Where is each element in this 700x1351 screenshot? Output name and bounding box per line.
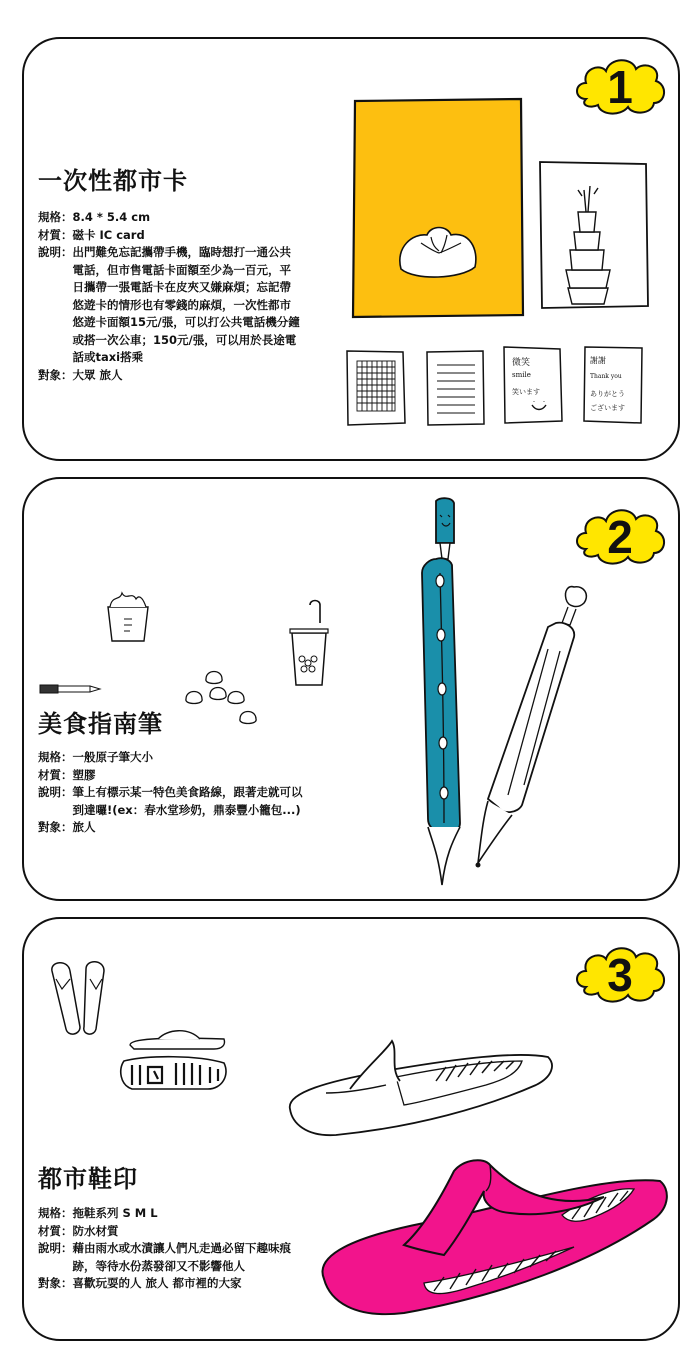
spec-row-size [38,209,300,227]
thank-you-card-illustration [582,345,644,425]
spec-row-material [38,767,308,785]
product-title: 美食指南筆 [38,710,163,738]
spec-label: 對象： [38,1276,73,1290]
card-word-2: smile [512,371,531,379]
product-card-city-card [22,37,680,461]
spec-row-material [38,1223,308,1241]
spec-value: 拖鞋系列 S M L [72,1206,158,1220]
flip-flop-side-icon [128,1025,228,1051]
badge-number: 2 [607,511,633,563]
spec-row-description [38,244,300,367]
spec-row-size [38,749,308,767]
spec-list [38,209,300,384]
spec-label: 說明： [38,1241,73,1255]
thanks-line-1: 謝謝 [590,356,606,365]
spec-value: 防水材質 [72,1223,119,1238]
spec-row-audience [38,367,300,385]
small-flip-flops-icon [46,959,118,1037]
spec-row-description [38,784,308,819]
spec-label: 規格： [38,750,73,764]
spec-value: 磁卡 IC card [72,227,145,242]
spec-label: 材質： [38,227,73,242]
spec-label: 說明： [38,245,73,259]
small-pen-icon [38,682,102,696]
spec-value: 8.4 * 5.4 cm [72,210,151,224]
spec-list [38,1205,308,1293]
spec-label: 材質： [38,1223,73,1238]
card-word-1: 微笑 [512,358,531,368]
product-card-city-shoe-print [22,917,680,1341]
spec-label: 說明： [38,785,73,799]
spec-row-audience [38,1275,308,1293]
product-title: 一次性都市卡 [38,167,188,195]
stacked-food-card-illustration [538,160,650,310]
spec-value: 塑膠 [72,767,96,782]
thanks-line-2: Thank you [590,373,622,380]
spec-row-description [38,1240,308,1275]
number-badge-2 [572,503,668,567]
outline-flip-flop-illustration [286,1023,556,1143]
spec-label: 對象： [38,367,73,382]
spec-row-size [38,1205,308,1223]
shoe-sole-print-icon [118,1053,230,1093]
spec-value: 旅人 [72,820,96,834]
orange-city-card-illustration [351,97,526,319]
badge-number: 3 [607,949,633,1001]
smile-card-illustration [502,345,564,425]
spec-label: 對象： [38,820,73,834]
spec-label: 材質： [38,767,73,782]
snack-bag-icon [102,587,154,643]
thanks-line-3: ありがとう [590,390,625,398]
grid-card-illustration [345,349,407,427]
pink-flip-flop-illustration [314,1151,674,1321]
number-badge-1 [572,53,668,117]
bubble-tea-icon [286,599,332,689]
product-title: 都市鞋印 [38,1165,138,1193]
thanks-line-4: ございます [590,404,625,412]
spec-value: 大眾 旅人 [72,367,123,382]
blue-food-pen-illustration [384,493,474,891]
white-food-pen-illustration [464,579,604,879]
product-card-food-pen [22,477,680,901]
spec-list [38,749,308,837]
spec-label: 規格： [38,210,73,224]
spec-value: 喜歡玩耍的人 旅人 都市裡的大家 [72,1276,242,1290]
spec-row-audience [38,819,308,837]
badge-number: 1 [607,61,633,113]
lined-card-illustration [425,349,487,427]
spec-value: 出門難免忘記攜帶手機，臨時想打一通公共電話，但市售電話卡面額至少為一百元，平日攜帶一張電話卡在皮夾又嫌麻煩；忘記帶悠遊卡的情形也有零錢的麻煩，一次性都市悠遊卡面額15元/張，可以打公共電話機分鐘或搭一次公車；150元/張，可以用於長途電話或taxi搭乘 [72,245,300,364]
xiaolongbao-dumplings-icon [182,667,282,733]
card-word-3: 笑います [512,388,540,396]
spec-row-material [38,227,300,245]
spec-value: 藉由雨水或水漬讓人們凡走過必留下趣味痕跡，等待水份蒸發卻又不影響他人 [72,1241,291,1273]
spec-value: 一般原子筆大小 [72,750,153,764]
spec-label: 規格： [38,1206,73,1220]
spec-value: 筆上有標示某一特色美食路線，跟著走就可以到達囉!(ex：春水堂珍奶，鼎泰豐小籠包...) [72,785,303,817]
number-badge-3 [572,941,668,1005]
